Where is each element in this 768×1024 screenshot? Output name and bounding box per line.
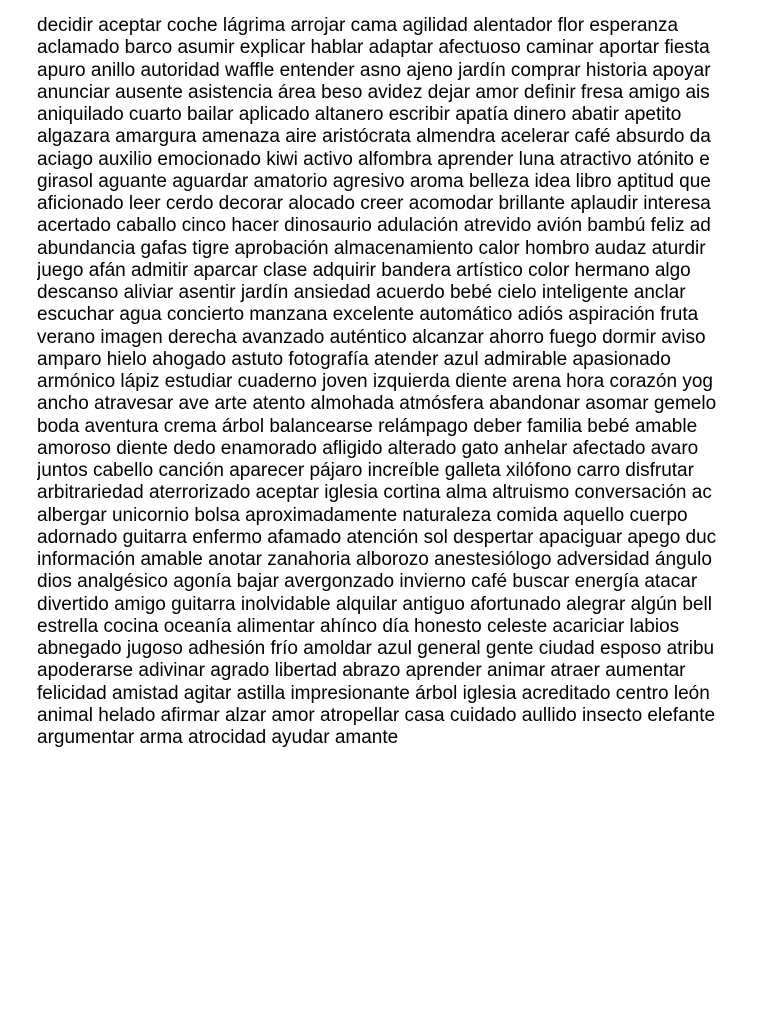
text-line: apuro anillo autoridad waffle entender asno ajeno jardín comprar historia apoyar bbox=[37, 59, 711, 81]
text-line: abundancia gafas tigre aprobación almacenamiento calor hombro audaz aturdir bbox=[37, 237, 706, 259]
text-line: girasol aguante aguardar amatorio agresivo aroma belleza idea libro aptitud que bbox=[37, 170, 711, 192]
text-line: abnegado jugoso adhesión frío amoldar azul general gente ciudad esposo atribu bbox=[37, 638, 715, 659]
text-line: aclamado barco asumir explicar hablar adaptar afectuoso caminar aportar fiesta bbox=[37, 37, 710, 59]
text-line: argumentar arma atrocidad ayudar amante bbox=[37, 727, 399, 748]
text-line: amoroso diente dedo enamorado afligido alterado gato anhelar afectado avaro bbox=[37, 437, 699, 459]
text-line: armónico lápiz estudiar cuaderno joven izquierda diente arena hora corazón yog bbox=[37, 371, 713, 392]
text-line: aniquilado cuarto bailar aplicado altanero escribir apatía dinero abatir apetito bbox=[37, 104, 682, 125]
word-list-text bbox=[37, 15, 768, 749]
text-line: juntos cabello canción aparecer pájaro increíble galleta xilófono carro disfrutar bbox=[37, 460, 694, 481]
text-line: adornado guitarra enfermo afamado atención sol despertar apaciguar apego duc bbox=[37, 526, 717, 548]
text-line: descanso aliviar asentir jardín ansiedad acuerdo bebé cielo inteligente anclar bbox=[37, 282, 686, 303]
text-line: escuchar agua concierto manzana excelente automático adiós aspiración fruta bbox=[37, 304, 699, 326]
text-line: estrella cocina oceanía alimentar ahínco día honesto celeste acariciar labios bbox=[37, 615, 680, 637]
text-line: ancho atravesar ave arte atento almohada atmósfera abandonar asomar gemelo bbox=[37, 393, 717, 415]
text-line: albergar unicornio bolsa aproximadamente naturaleza comida aquello cuerpo bbox=[37, 504, 688, 526]
text-line: aficionado leer cerdo decorar alocado creer acomodar brillante aplaudir interesa bbox=[37, 193, 711, 214]
text-line: arbitrariedad aterrorizado aceptar iglesia cortina alma altruismo conversación ac bbox=[37, 482, 712, 504]
text-line: juego afán admitir aparcar clase adquirir bandera artístico color hermano algo bbox=[37, 259, 691, 281]
text-line: decidir aceptar coche lágrima arrojar cama agilidad alentador flor esperanza bbox=[37, 15, 679, 36]
text-line: boda aventura crema árbol balancearse relámpago deber familia bebé amable bbox=[37, 415, 698, 437]
text-line: acertado caballo cinco hacer dinosaurio adulación atrevido avión bambú feliz ad bbox=[37, 215, 711, 237]
text-line: amparo hielo ahogado astuto fotografía atender azul admirable apasionado bbox=[37, 348, 671, 370]
text-line: anunciar ausente asistencia área beso avidez dejar amor definir fresa amigo ais bbox=[37, 81, 710, 103]
text-line: verano imagen derecha avanzado auténtico alcanzar ahorro fuego dormir aviso bbox=[37, 326, 706, 348]
text-line: animal helado afirmar alzar amor atropellar casa cuidado aullido insecto elefante bbox=[37, 704, 716, 726]
text-line: algazara amargura amenaza aire aristócrata almendra acelerar café absurdo da bbox=[37, 126, 711, 148]
text-line: divertido amigo guitarra inolvidable alquilar antiguo afortunado alegrar algún bell bbox=[37, 593, 712, 615]
text-line: felicidad amistad agitar astilla impresionante árbol iglesia acreditado centro león bbox=[37, 682, 710, 704]
text-line: aciago auxilio emocionado kiwi activo alfombra aprender luna atractivo atónito e bbox=[37, 148, 710, 170]
text-line: información amable anotar zanahoria alborozo anestesiólogo adversidad ángulo bbox=[37, 549, 712, 570]
text-line: apoderarse adivinar agrado libertad abrazo aprender animar atraer aumentar bbox=[37, 660, 686, 682]
text-line: dios analgésico agonía bajar avergonzado invierno café buscar energía atacar bbox=[37, 571, 698, 593]
